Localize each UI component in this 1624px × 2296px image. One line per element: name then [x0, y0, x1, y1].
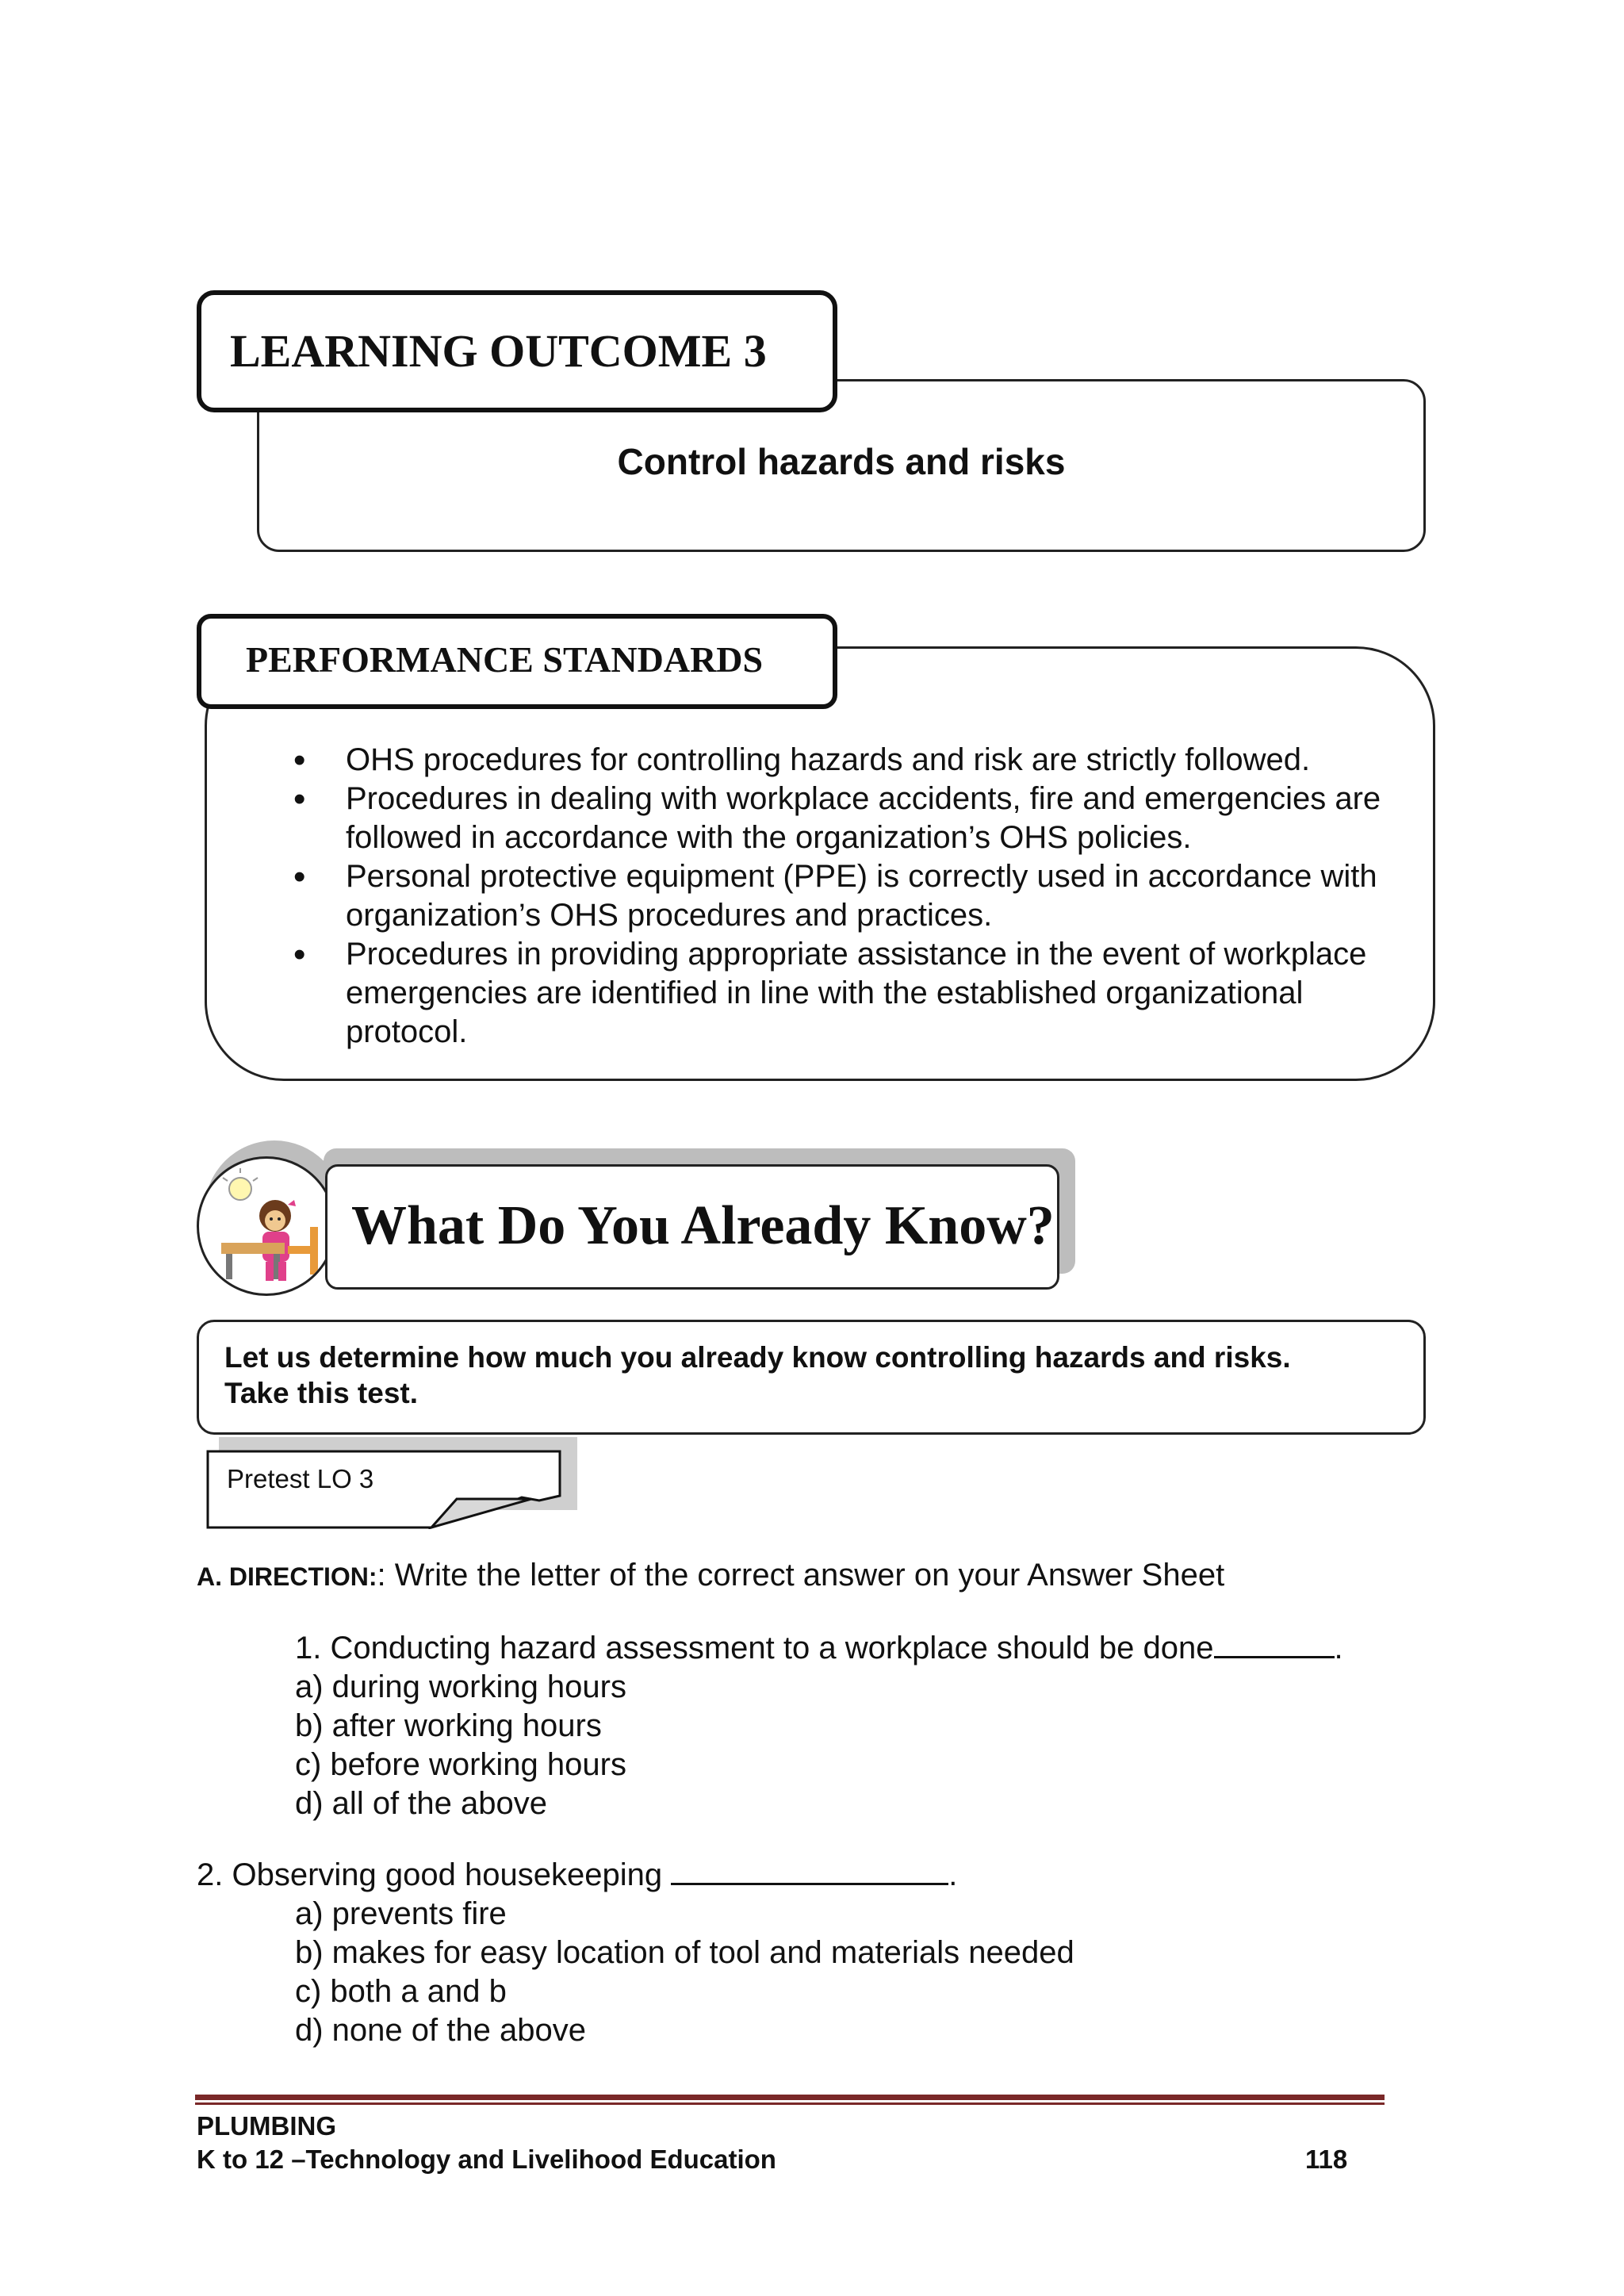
performance-standards-list — [293, 741, 1419, 1052]
footer-course: K to 12 –Technology and Livelihood Education — [197, 2145, 776, 2174]
question-stem: 1. Conducting hazard assessment to a workplace should be done . — [295, 1631, 1343, 1665]
question-2-options — [295, 1895, 1074, 2050]
footer-rule-thin — [195, 2102, 1385, 2105]
direction-text: : Write the letter of the correct answer on your Answer Sheet — [377, 1558, 1225, 1593]
learning-outcome-heading: LEARNING OUTCOME 3 — [197, 290, 837, 412]
intro-box — [197, 1320, 1426, 1435]
footer — [197, 2110, 776, 2176]
what-do-you-know-heading: What Do You Already Know? — [325, 1164, 1059, 1290]
intro-line: Take this test. — [224, 1377, 419, 1409]
pretest-note — [206, 1450, 571, 1533]
option: b) after working hours — [295, 1708, 602, 1743]
student-at-desk-icon — [197, 1156, 336, 1296]
list-item: • Personal protective equipment (PPE) is correctly used in accordance with organization’s OHS procedures and practices. — [293, 857, 1419, 935]
learning-outcome-subtitle: Control hazards and risks — [617, 441, 1066, 482]
answer-blank — [671, 1856, 948, 1885]
footer-subject: PLUMBING — [197, 2111, 336, 2141]
performance-standards-heading: PERFORMANCE STANDARDS — [197, 614, 837, 709]
pretest-label: Pretest LO 3 — [227, 1464, 374, 1493]
list-item: • OHS procedures for controlling hazards and risk are strictly followed. — [293, 741, 1419, 780]
option: d) none of the above — [295, 2013, 586, 2048]
answer-blank — [1214, 1629, 1335, 1658]
intro-line: Let us determine how much you already know controlling hazards and risks. — [224, 1341, 1291, 1374]
direction-label: A. DIRECTION: — [197, 1562, 377, 1591]
option: c) before working hours — [295, 1747, 626, 1782]
footer-rule — [195, 2095, 1385, 2100]
question-1 — [295, 1629, 1343, 1823]
option: c) both a and b — [295, 1974, 507, 2009]
direction — [197, 1558, 1224, 1593]
page-number: 118 — [1305, 2145, 1348, 2174]
option: a) prevents fire — [295, 1896, 507, 1931]
option: b) makes for easy location of tool and materials needed — [295, 1935, 1074, 1970]
option: d) all of the above — [295, 1786, 547, 1821]
list-item: • Procedures in dealing with workplace accidents, fire and emergencies are followed in accordance with the organization’s OHS policies. — [293, 780, 1419, 857]
list-item: • Procedures in providing appropriate assistance in the event of workplace emergencies are identified in line with the established organizational protocol. — [293, 935, 1419, 1052]
question-2-stem: 2. Observing good housekeeping . — [197, 1857, 958, 1892]
option: a) during working hours — [295, 1669, 626, 1704]
